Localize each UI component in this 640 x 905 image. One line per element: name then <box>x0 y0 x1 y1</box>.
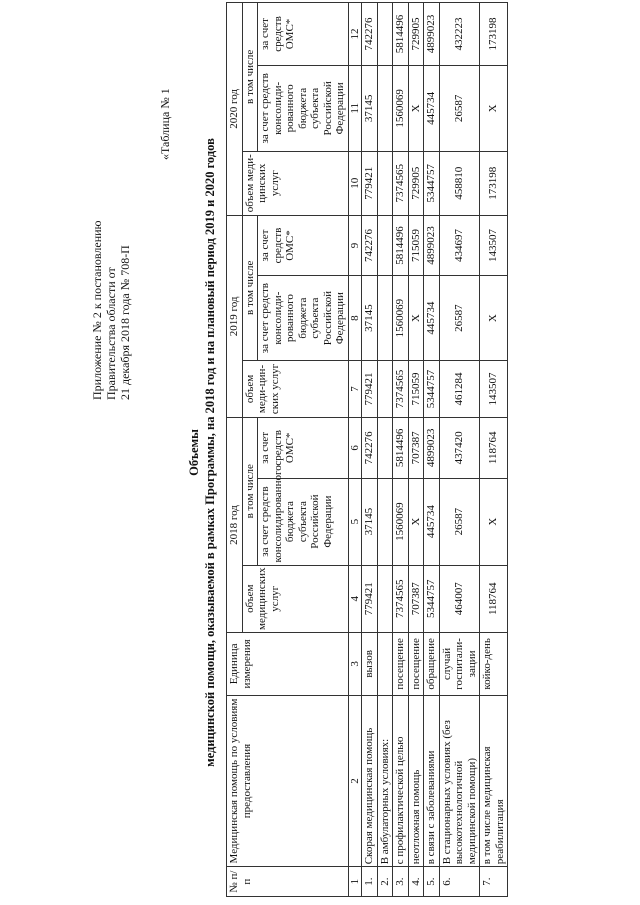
row-value <box>377 151 393 215</box>
row-value: 7374565 <box>393 360 409 417</box>
row-value: 445734 <box>424 276 440 361</box>
row-care-type: неотложная помощь <box>408 695 424 866</box>
column-number: 1 <box>348 867 362 897</box>
incl-2019-header: в том числе <box>242 215 258 360</box>
row-value: X <box>408 276 424 361</box>
resolution-header <box>90 220 132 400</box>
volumes-table <box>226 2 508 897</box>
row-value: 458810 <box>439 151 480 215</box>
row-value: 1560069 <box>393 478 409 565</box>
column-number: 2 <box>348 695 362 866</box>
row-unit <box>377 632 393 695</box>
row-value <box>377 215 393 276</box>
row-value: 729905 <box>408 151 424 215</box>
row-value: 118764 <box>480 565 508 632</box>
col-unit-header: Единица измерения <box>227 632 349 695</box>
row-number: 3. <box>393 867 409 897</box>
row-value: 445734 <box>424 65 440 151</box>
row-value: 1560069 <box>393 65 409 151</box>
table-label: «Таблица № 1 <box>158 88 172 160</box>
row-value: X <box>480 276 508 361</box>
row-value: X <box>480 65 508 151</box>
table-row <box>377 3 393 897</box>
year-2019-header: 2019 год <box>227 215 243 417</box>
column-number: 10 <box>348 151 362 215</box>
row-value: 707387 <box>408 418 424 479</box>
row-care-type: В стационарных условиях (без высокотехнологичной медицинской помощи) <box>439 695 480 866</box>
table-row <box>393 3 409 897</box>
table-row <box>408 3 424 897</box>
volume-2020-header: объем меди-цинских услуг <box>242 151 348 215</box>
row-value: 173198 <box>480 151 508 215</box>
column-number: 12 <box>348 3 362 66</box>
row-value: 432223 <box>439 3 480 66</box>
row-value: 143507 <box>480 360 508 417</box>
oms-2018-header: за счет средств ОМС* <box>258 418 349 479</box>
header-line-2: Правительства области от <box>104 267 118 400</box>
column-number: 3 <box>348 632 362 695</box>
row-value: 118764 <box>480 418 508 479</box>
row-value: 5814496 <box>393 215 409 276</box>
row-value: 445734 <box>424 478 440 565</box>
row-value: 173198 <box>480 3 508 66</box>
row-value: 26587 <box>439 276 480 361</box>
row-value: 742276 <box>362 215 378 276</box>
row-value: 715059 <box>408 360 424 417</box>
row-number: 6. <box>439 867 480 897</box>
row-value: 7374565 <box>393 151 409 215</box>
row-value: 742276 <box>362 3 378 66</box>
row-value: 779421 <box>362 151 378 215</box>
row-unit: посещение <box>408 632 424 695</box>
column-number: 9 <box>348 215 362 276</box>
row-number: 5. <box>424 867 440 897</box>
row-value <box>377 65 393 151</box>
col-num-header: № п/п <box>227 867 349 897</box>
row-value: 5344757 <box>424 151 440 215</box>
row-value: 729905 <box>408 3 424 66</box>
row-value: 779421 <box>362 565 378 632</box>
row-value <box>377 478 393 565</box>
row-value <box>377 565 393 632</box>
row-number: 1. <box>362 867 378 897</box>
row-unit: обращение <box>424 632 440 695</box>
row-care-type: Скорая медицинская помощь <box>362 695 378 866</box>
row-value: 5814496 <box>393 3 409 66</box>
column-number: 5 <box>348 478 362 565</box>
row-value <box>377 360 393 417</box>
budget-2020-header: за счет средств консолиди-рованного бюджета субъекта Российской Федерации <box>258 65 349 151</box>
header-line-3: 21 декабря 2018 года № 708-П <box>118 245 132 400</box>
document-subtitle: медицинской помощи, оказываемой в рамках Программы, на 2018 год и на плановый период 2019 и 2020 годов <box>203 138 217 767</box>
row-care-type: с профилактической целью <box>393 695 409 866</box>
budget-2019-header: за счет средств консолиди-рованного бюджета субъекта Российской Федерации <box>258 276 349 361</box>
volume-2018-header: объем медицинских услуг <box>242 565 348 632</box>
row-value: 715059 <box>408 215 424 276</box>
year-2018-header: 2018 год <box>227 418 243 633</box>
row-value: 4899023 <box>424 3 440 66</box>
row-value: 707387 <box>408 565 424 632</box>
row-value: 437420 <box>439 418 480 479</box>
row-value: 742276 <box>362 418 378 479</box>
row-care-type: в том числе медицинская реабилитация <box>480 695 508 866</box>
budget-2018-header: за счет средств консолидированного бюджета субъекта Российской Федерации <box>258 478 349 565</box>
table-row <box>424 3 440 897</box>
row-value: 5344757 <box>424 565 440 632</box>
row-unit: посещение <box>393 632 409 695</box>
row-unit: койко-день <box>480 632 508 695</box>
row-value <box>377 418 393 479</box>
row-value: X <box>408 65 424 151</box>
row-number: 2. <box>377 867 393 897</box>
row-unit: вызов <box>362 632 378 695</box>
row-care-type: в связи с заболеваниями <box>424 695 440 866</box>
row-value: 5814496 <box>393 418 409 479</box>
oms-2020-header: за счет средств ОМС* <box>258 3 349 66</box>
row-value: 5344757 <box>424 360 440 417</box>
oms-2019-header: за счет средств ОМС* <box>258 215 349 276</box>
row-unit: случай госпитали-зации <box>439 632 480 695</box>
row-number: 7. <box>480 867 508 897</box>
col-type-header: Медицинская помощь по условиям предоставления <box>227 695 349 866</box>
row-value: 4899023 <box>424 215 440 276</box>
header-line-1: Приложение № 2 к постановлению <box>90 220 104 400</box>
row-value: 1560069 <box>393 276 409 361</box>
row-value: 37145 <box>362 65 378 151</box>
row-value: 143507 <box>480 215 508 276</box>
column-number: 11 <box>348 65 362 151</box>
document-title: Объемы <box>187 429 201 476</box>
volume-2019-header: объем меди-цин-ских услуг <box>242 360 348 417</box>
column-number: 4 <box>348 565 362 632</box>
column-number: 6 <box>348 418 362 479</box>
column-number: 7 <box>348 360 362 417</box>
year-2020-header: 2020 год <box>227 3 243 216</box>
row-value: X <box>408 478 424 565</box>
column-number: 8 <box>348 276 362 361</box>
row-value: 37145 <box>362 276 378 361</box>
row-value: 37145 <box>362 478 378 565</box>
row-value: 434697 <box>439 215 480 276</box>
incl-2020-header: в том числе <box>242 3 258 152</box>
row-value <box>377 276 393 361</box>
row-care-type: В амбулаторных условиях: <box>377 695 393 866</box>
row-value: 26587 <box>439 478 480 565</box>
row-value: 26587 <box>439 65 480 151</box>
row-value: 4899023 <box>424 418 440 479</box>
column-numbers-row <box>348 3 362 897</box>
row-value: 464007 <box>439 565 480 632</box>
row-value: 779421 <box>362 360 378 417</box>
row-value: X <box>480 478 508 565</box>
row-value <box>377 3 393 66</box>
row-value: 461284 <box>439 360 480 417</box>
table-row <box>439 3 480 897</box>
table-row <box>362 3 378 897</box>
incl-2018-header: в том числе <box>242 418 258 565</box>
row-number: 4. <box>408 867 424 897</box>
table-row <box>480 3 508 897</box>
row-value: 7374565 <box>393 565 409 632</box>
